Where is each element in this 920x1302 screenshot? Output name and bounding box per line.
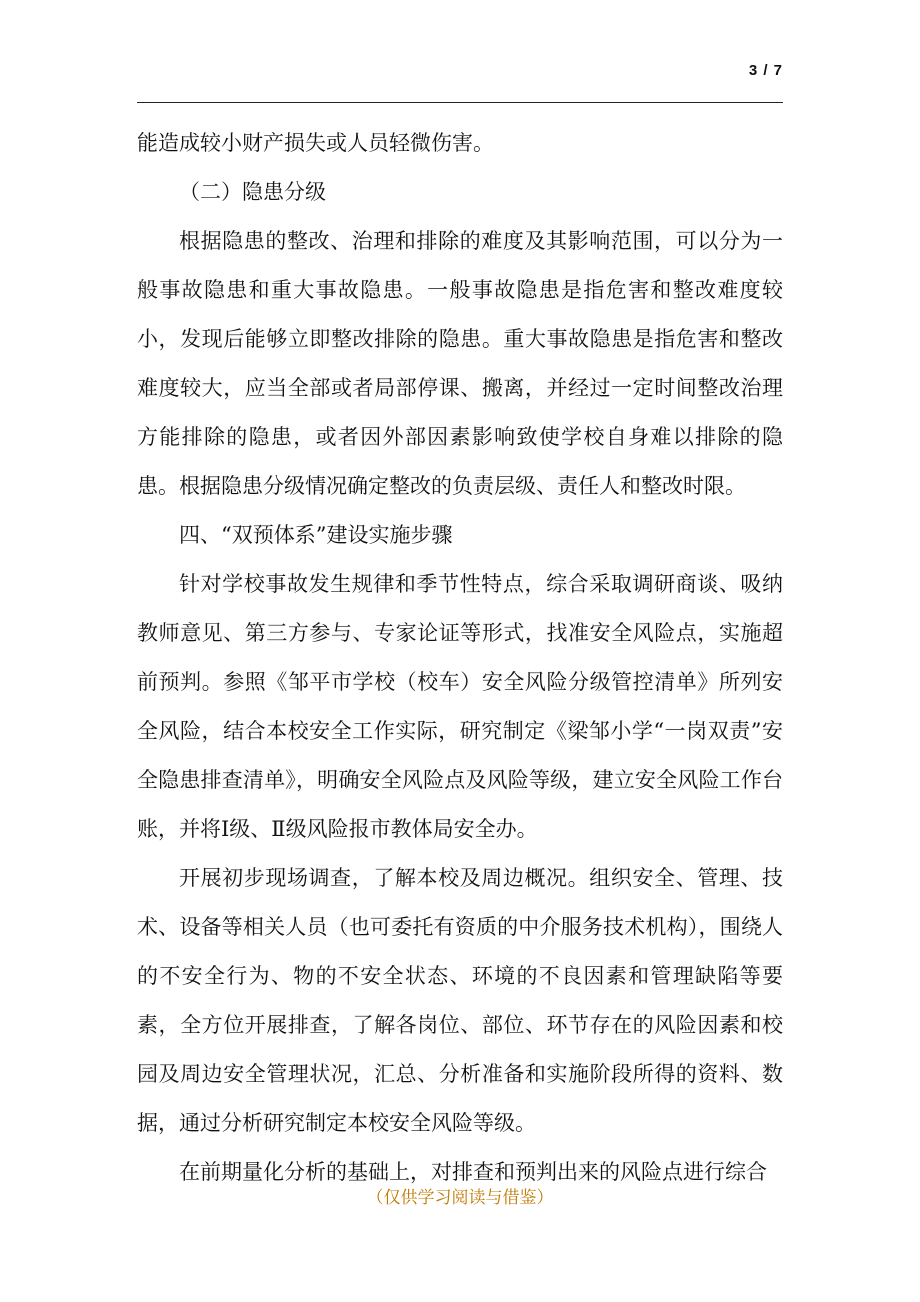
paragraph-site-investigation: 开展初步现场调查，了解本校及周边概况。组织安全、管理、技术、设备等相关人员（也可委托有资质的中介服务技术机构），围绕人的不安全行为、物的不安全状态、环境的不良因素和管理缺陷等要素，全方位开展排查，了解各岗位、部位、环节存在的风险因素和校园及周边安全管理状况，汇总、分析准备和实施阶段所得的资料、数据，通过分析研究制定本校安全风险等级。 — [137, 866, 783, 1135]
footer-note: （仅供学习阅读与借鉴） — [366, 1188, 554, 1208]
section-heading-implementation-steps: 四、“双预体系”建设实施步骤 — [179, 523, 453, 547]
paragraph-risk-identification: 针对学校事故发生规律和季节性特点，综合采取调研商谈、吸纳教师意见、第三方参与、专家论证等形式，找准安全风险点，实施超前预判。参照《邹平市学校（校车）安全风险分级管控清单》所列安全风险，结合本校安全工作实际，研究制定《梁邹小学“一岗双责”安全隐患排查清单》，明确安全风险点及风险等级，建立安全风险工作台账，并将Ⅰ级、Ⅱ级风险报市教体局安全办。 — [137, 572, 783, 841]
document-body — [137, 119, 783, 1197]
paragraph-continuation: 能造成较小财产损失或人员轻微伤害。 — [137, 131, 494, 155]
paragraph-hazard-grading: 根据隐患的整改、治理和排除的难度及其影响范围，可以分为一般事故隐患和重大事故隐患。一般事故隐患是指危害和整改难度较小，发现后能够立即整改排除的隐患。重大事故隐患是指危害和整改难度较大，应当全部或者局部停课、搬离，并经过一定时间整改治理方能排除的隐患，或者因外部因素影响致使学校自身难以排除的隐患。根据隐患分级情况确定整改的负责层级、责任人和整改时限。 — [137, 229, 783, 498]
section-heading-hazard-grading: （二）隐患分级 — [179, 180, 326, 204]
page-number: 3 / 7 — [748, 62, 783, 79]
paragraph-comprehensive-analysis: 在前期量化分析的基础上，对排查和预判出来的风险点进行综合 — [179, 1160, 767, 1184]
header-divider — [137, 102, 783, 103]
